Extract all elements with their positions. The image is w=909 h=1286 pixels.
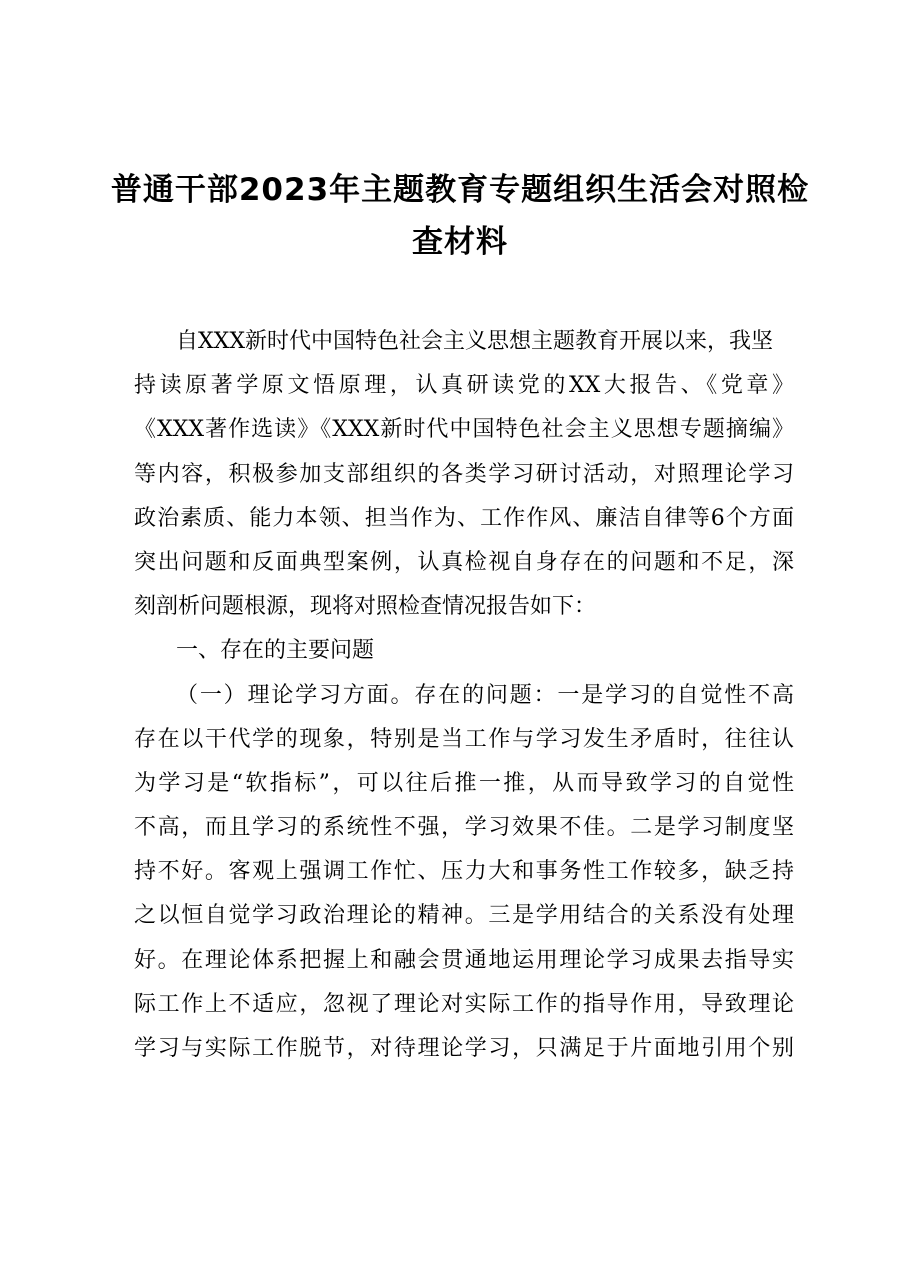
- title-line-2: 查材料: [412, 224, 508, 260]
- paragraph-line: 一、存在的主要问题: [176, 638, 375, 664]
- paragraph-line: 好。在理论体系把握上和融会贯通地运用理论学习成果去指导实: [134, 947, 794, 973]
- paragraph-line: 持读原著学原文悟原理，认真研读党的XX大报告、《党章》: [134, 373, 794, 399]
- title-line-1: 普通干部2023年主题教育专题组织生活会对照检: [110, 172, 810, 208]
- paragraph-line: 持不好。客观上强调工作忙、压力大和事务性工作较多，缺乏持: [134, 859, 794, 885]
- paragraph-line: 学习与实际工作脱节，对待理论学习，只满足于片面地引用个别: [134, 1036, 794, 1061]
- paragraph-line: 际工作上不适应，忽视了理论对实际工作的指导作用，导致理论: [134, 991, 794, 1017]
- paragraph-line: 自XXX新时代中国特色社会主义思想主题教育开展以来，我坚: [176, 329, 773, 354]
- paragraph-line: 《XXX著作选读》《XXX新时代中国特色社会主义思想专题摘编》: [134, 417, 794, 443]
- paragraph-line: 刻剖析问题根源，现将对照检查情况报告如下：: [134, 594, 597, 620]
- paragraph-line: 突出问题和反面典型案例，认真检视自身存在的问题和不足，深: [134, 549, 794, 575]
- paragraph-line: （一）理论学习方面。存在的问题：一是学习的自觉性不高: [176, 682, 794, 708]
- paragraph-line: 为学习是“软指标”，可以往后推一推，从而导致学习的自觉性: [134, 770, 794, 796]
- paragraph-line: 不高，而且学习的系统性不强，学习效果不佳。二是学习制度坚: [134, 815, 794, 841]
- document-body: [134, 320, 794, 1071]
- paragraph-line: 之以恒自觉学习政治理论的精神。三是学用结合的关系没有处理: [134, 903, 794, 929]
- paragraph-line: 存在以干代学的现象，特别是当工作与学习发生矛盾时，往往认: [134, 726, 794, 752]
- paragraph-line: 等内容，积极参加支部组织的各类学习研讨活动，对照理论学习: [134, 461, 794, 487]
- paragraph-line: 政治素质、能力本领、担当作为、工作作风、廉洁自律等6个方面: [134, 505, 794, 531]
- document-title: [110, 164, 810, 268]
